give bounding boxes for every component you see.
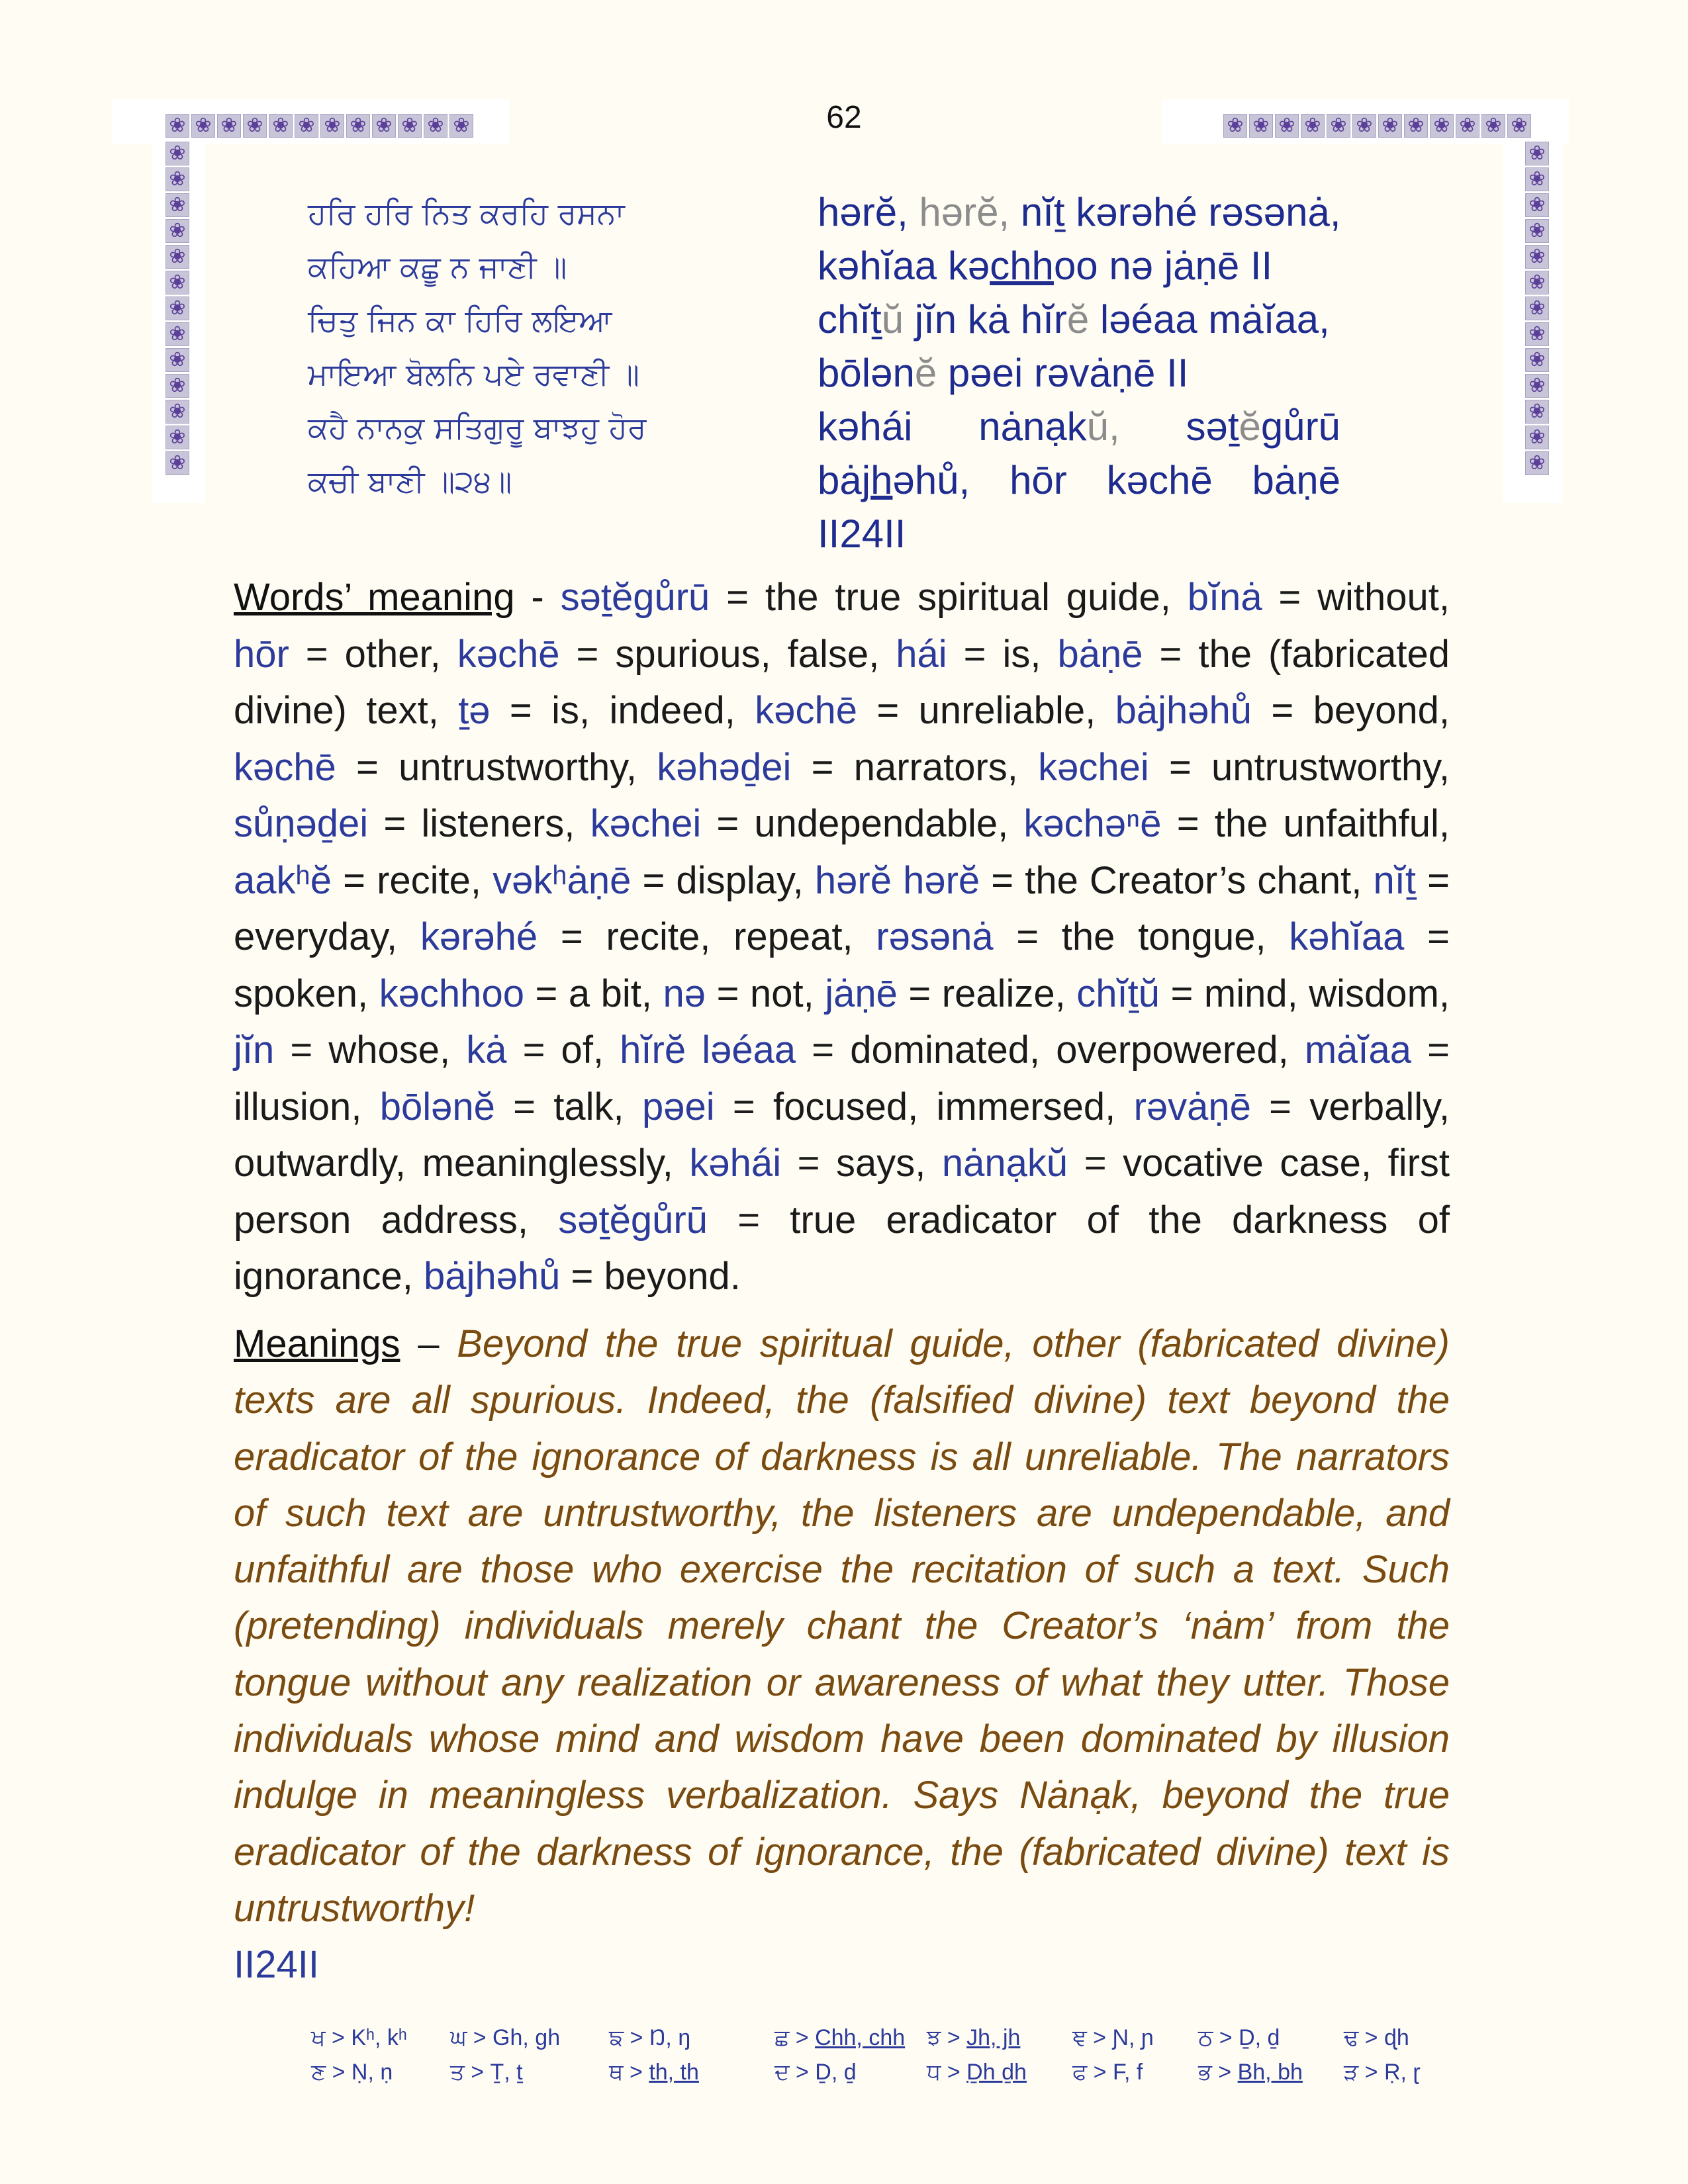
verse-gurmukhi (308, 187, 705, 508)
glossary-term: bōlənĕ (379, 1085, 495, 1128)
key-gurmukhi-letter: ਢ > (1344, 2025, 1384, 2050)
key-roman-value: ɖh (1383, 2025, 1409, 2050)
key-roman-value: Ṛ, ɽ (1383, 2060, 1421, 2085)
glossary-term: bȧjhəhů (423, 1255, 561, 1298)
gurmukhi-line: ਕਹਿਆ ਕਛੂ ਨ ਜਾਣੀ ॥ (308, 249, 567, 285)
key-entry (609, 2025, 690, 2051)
ornament-flower-icon: ❀ (346, 114, 370, 138)
glossary-definition: = narrators, (791, 745, 1039, 789)
glossary-term: vəkʰȧṇē (492, 858, 632, 902)
ornament-flower-icon: ❀ (1404, 114, 1428, 138)
key-entry (311, 2060, 393, 2085)
glossary-definition: = the tongue, (993, 915, 1289, 958)
glossary-term: aakʰĕ (234, 858, 332, 902)
glossary-term: kəhəḏei (657, 745, 792, 789)
meanings-paragraph (234, 1316, 1450, 1993)
gurmukhi-line: ਹਰਿ ਹਰਿ ਨਿਤ ਕਰਹਿ ਰਸਨਾ (308, 195, 625, 231)
ornament-flower-icon: ❀ (243, 114, 267, 138)
ornament-flower-icon: ❀ (449, 114, 473, 138)
roman-line-7: II24II (818, 512, 906, 556)
glossary-definition: = beyond. (560, 1255, 741, 1298)
key-gurmukhi-letter: ਫ > (1072, 2060, 1113, 2085)
ornament-border-left (165, 142, 189, 475)
ornament-flower-icon: ❀ (165, 322, 189, 346)
glossary-term: rəvȧṇē (1133, 1085, 1251, 1128)
key-roman-value: Ḏ, ḏ (1239, 2025, 1280, 2050)
key-gurmukhi-letter: ਛ > (774, 2025, 816, 2050)
key-gurmukhi-letter: ਭ > (1198, 2060, 1238, 2085)
glossary-definition: = recite, (332, 858, 493, 902)
ornament-flower-icon: ❀ (165, 348, 189, 372)
gurmukhi-line: ਕਹੈ ਨਾਨਕੁ ਸਤਿਗੁਰੂ ਬਾਝਹੁ ਹੋਰ (308, 410, 647, 445)
ornament-flower-icon: ❀ (1327, 114, 1350, 138)
ornament-flower-icon: ❀ (165, 142, 189, 165)
key-entry (1072, 2025, 1154, 2051)
ornament-flower-icon: ❀ (191, 114, 215, 138)
key-roman-value: Chh, chh (815, 2025, 906, 2050)
ornament-flower-icon: ❀ (1525, 193, 1549, 217)
key-entry (450, 2060, 523, 2085)
glossary-definition: = of, (506, 1028, 620, 1071)
glossary-definition: = untrustworthy, (1149, 745, 1450, 789)
ornament-flower-icon: ❀ (1525, 142, 1549, 165)
gurmukhi-line: ਮਾਇਆ ਬੋਲਨਿ ਪਏ ਰਵਾਣੀ ॥ (308, 356, 639, 392)
ornament-flower-icon: ❀ (1223, 114, 1247, 138)
roman-line-5: kəhái nȧnạkŭ, səṯĕgůrū (818, 404, 1341, 449)
glossary-term: bȧjhəhů (1115, 689, 1252, 732)
roman-line-6: bȧjhəhů, hōr kəchē bȧṇē (818, 458, 1341, 502)
glossary-term: chĭṯŭ (1076, 972, 1160, 1015)
ornament-flower-icon: ❀ (1507, 114, 1531, 138)
ornament-border-top-left (165, 114, 473, 138)
glossary-term: rəsənȧ (876, 915, 994, 958)
glossary-term: kəchei (1038, 745, 1149, 789)
glossary-term: səṯĕgůrū (560, 576, 710, 619)
roman-line-4: bōlənĕ pəei rəvȧṇē II (818, 351, 1189, 395)
key-entry (1072, 2060, 1143, 2085)
key-roman-value: Gh, gh (492, 2025, 561, 2050)
ornament-flower-icon: ❀ (165, 219, 189, 243)
key-gurmukhi-letter: ਝ > (927, 2025, 967, 2050)
glossary-definition: = everyday, (234, 858, 1450, 958)
ornament-flower-icon: ❀ (1525, 374, 1549, 398)
ornament-flower-icon: ❀ (165, 114, 189, 138)
ornament-flower-icon: ❀ (165, 193, 189, 217)
gurmukhi-line: ਕਚੀ ਬਾਣੀ ॥੨੪॥ (308, 463, 512, 499)
key-roman-value: Ɲ, ɲ (1112, 2025, 1154, 2050)
key-entry (609, 2060, 699, 2085)
glossary-term: pəei (641, 1085, 715, 1128)
glossary-term: kȧ (466, 1028, 507, 1071)
glossary-term: kəchhoo (379, 972, 524, 1015)
ornament-flower-icon: ❀ (165, 245, 189, 269)
key-roman-value: Ḏ, ḏ (815, 2060, 857, 2085)
glossary-definition: = display, (631, 858, 815, 902)
glossary-term: hərĕ hərĕ (814, 858, 980, 902)
glossary-term: jȧṇē (825, 972, 898, 1015)
gurmukhi-line: ਚਿਤੁ ਜਿਨ ਕਾ ਹਿਰਿ ਲਇਆ (308, 302, 612, 338)
glossary-term: kəhái (689, 1142, 782, 1185)
glossary-definition: = whose, (274, 1028, 467, 1071)
ornament-flower-icon: ❀ (1301, 114, 1325, 138)
key-gurmukhi-letter: ਘ > (450, 2025, 493, 2050)
key-entry (774, 2060, 857, 2085)
ornament-flower-icon: ❀ (1525, 451, 1549, 475)
key-entry (774, 2025, 905, 2051)
glossary-definition: = the unfaithful, (1161, 802, 1450, 845)
ornament-border-right (1525, 142, 1549, 475)
key-entry (927, 2025, 1020, 2051)
ornament-flower-icon: ❀ (1481, 114, 1505, 138)
glossary-definition: = beyond, (1252, 689, 1450, 732)
glossary-definition: = untrustworthy, (336, 745, 657, 789)
ornament-flower-icon: ❀ (1430, 114, 1454, 138)
verse-transliteration (818, 185, 1340, 561)
key-gurmukhi-letter: ਤ > (450, 2060, 491, 2085)
glossary-term: kəchē (234, 745, 336, 789)
roman-line-3: chĭṯŭ jĭn kȧ hĭrĕ ləéaa mȧĭaa, (818, 297, 1330, 341)
key-gurmukhi-letter: ਖ > (311, 2025, 352, 2050)
key-entry (450, 2025, 560, 2051)
glossary-term: kəhĭaa (1289, 915, 1405, 958)
glossary-term: nə (663, 972, 706, 1015)
glossary-definition: = not, (706, 972, 825, 1015)
ornament-flower-icon: ❀ (295, 114, 318, 138)
key-gurmukhi-letter: ਥ > (609, 2060, 649, 2085)
glossary-term: səṯĕgůrū (558, 1198, 708, 1242)
ornament-flower-icon: ❀ (217, 114, 241, 138)
glossary-term: kəchē (457, 632, 560, 676)
ornament-flower-icon: ❀ (269, 114, 293, 138)
verse-end-mark: II24II (234, 1943, 319, 1987)
key-entry (311, 2025, 407, 2051)
glossary-definition: = spurious, false, (559, 632, 896, 676)
meanings-text: Beyond the true spiritual guide, other (fabricated divine) texts are all spurious. Indeed, the (falsified divine) text beyond the eradicator of the ignorance of darkness is all unreliable. The narrators of such text are untrustworthy, the listeners are undependable, and unfaithful are those who exercise the recitation of such a text. Such (pretending) individuals merely chant the Creator’s ‘nȧm’ from the tongue without any realization or awareness of what they utter. Those individuals whose mind and wisdom have been dominated by illusion indulge in meaningless verbalization. Says Nȧnạk, beyond the true eradicator of the darkness of ignorance, the (fabricated divine) text is untrustworthy! (234, 1322, 1450, 1930)
key-gurmukhi-letter: ਧ > (927, 2060, 967, 2085)
key-gurmukhi-letter: ੜ > (1344, 2060, 1384, 2085)
glossary-term: kərəhé (420, 915, 538, 958)
ornament-flower-icon: ❀ (1525, 271, 1549, 295)
ornament-flower-icon: ❀ (1525, 296, 1549, 320)
page-number: 62 (826, 100, 862, 135)
glossary-definition: = realize, (897, 972, 1077, 1015)
glossary-definition: = unreliable, (857, 689, 1115, 732)
glossary-definition: = vocative case, first person address, (234, 1142, 1450, 1242)
transliteration-key (311, 2025, 1450, 2098)
key-gurmukhi-letter: ਞ > (1072, 2025, 1113, 2050)
key-roman-value: Ḏh ḏh (966, 2060, 1027, 2085)
meanings-dash: – (400, 1322, 457, 1365)
ornament-flower-icon: ❀ (165, 271, 189, 295)
glossary-definition: = spoken, (234, 915, 1450, 1015)
glossary-definition: = undependable, (701, 802, 1024, 845)
ornament-flower-icon: ❀ (1275, 114, 1299, 138)
glossary-term: sůṇəḏei (234, 802, 369, 845)
glossary-term: kəchei (590, 802, 702, 845)
glossary-definition: = the true spiritual guide, (710, 576, 1188, 619)
glossary-definition: = the (fabricated divine) text, (234, 632, 1450, 732)
key-roman-value: Ŋ, ŋ (649, 2025, 691, 2050)
ornament-flower-icon: ❀ (398, 114, 422, 138)
glossary-definition: = verbally, outwardly, meaninglessly, (234, 1085, 1450, 1185)
words-meaning-label: Words’ meaning (234, 576, 515, 619)
key-roman-value: Jh, jh (966, 2025, 1021, 2050)
glossary-definition: = is, indeed, (490, 689, 755, 732)
glossary-definition: = is, (947, 632, 1058, 676)
key-gurmukhi-letter: ਦ > (774, 2060, 816, 2085)
ornament-flower-icon: ❀ (165, 296, 189, 320)
ornament-flower-icon: ❀ (1525, 245, 1549, 269)
key-entry (1344, 2060, 1421, 2085)
ornament-flower-icon: ❀ (1249, 114, 1273, 138)
key-roman-value: th, th (649, 2060, 699, 2085)
key-entry (1198, 2060, 1303, 2085)
glossary-term: kəchē (755, 689, 857, 732)
glossary-term: mȧĭaa (1304, 1028, 1412, 1071)
glossary-term: nĭṯ (1373, 858, 1417, 902)
ornament-flower-icon: ❀ (1378, 114, 1402, 138)
key-gurmukhi-letter: ਙ > (609, 2025, 649, 2050)
ornament-flower-icon: ❀ (1352, 114, 1376, 138)
glossary-definition: = the Creator’s chant, (980, 858, 1374, 902)
ornament-flower-icon: ❀ (1456, 114, 1479, 138)
ornament-flower-icon: ❀ (424, 114, 447, 138)
words-meaning-lead: - (514, 576, 561, 619)
glossary-term: hōr (234, 632, 289, 676)
ornament-flower-icon: ❀ (1525, 322, 1549, 346)
glossary-definition: = mind, wisdom, (1160, 972, 1450, 1015)
roman-line-1: hərĕ, hərĕ, nĭṯ kərəhé rəsənȧ, (818, 190, 1341, 234)
glossary-term: bȧṇē (1057, 632, 1143, 676)
ornament-flower-icon: ❀ (165, 374, 189, 398)
key-gurmukhi-letter: ਣ > (311, 2060, 352, 2085)
ornament-border-top-right (1223, 114, 1531, 138)
glossary-definition: = true eradicator of the darkness of ignorance, (234, 1198, 1450, 1298)
glossary-definition: = a bit, (524, 972, 663, 1015)
glossary-definition: = listeners, (368, 802, 590, 845)
glossary-term: kəchəⁿē (1023, 802, 1162, 845)
key-roman-value: F, f (1112, 2060, 1143, 2085)
glossary-term: nȧnạkŭ (941, 1142, 1068, 1185)
glossary-entries (234, 576, 1450, 1298)
ornament-flower-icon: ❀ (1525, 400, 1549, 424)
glossary-term: jĭn (234, 1028, 275, 1071)
glossary-definition: = says, (781, 1142, 942, 1185)
ornament-flower-icon: ❀ (320, 114, 344, 138)
ornament-flower-icon: ❀ (1525, 219, 1549, 243)
ornament-flower-icon: ❀ (372, 114, 396, 138)
meanings-label: Meanings (234, 1322, 400, 1365)
key-entry (927, 2060, 1027, 2085)
glossary-definition: = focused, immersed, (714, 1085, 1134, 1128)
words-meaning-paragraph (234, 569, 1450, 1305)
key-roman-value: Ṇ, ṇ (351, 2060, 393, 2085)
ornament-flower-icon: ❀ (165, 451, 189, 475)
key-entry (1344, 2025, 1409, 2051)
glossary-definition: = other, (289, 632, 457, 676)
ornament-flower-icon: ❀ (165, 167, 189, 191)
ornament-flower-icon: ❀ (165, 400, 189, 424)
glossary-term: hĭrĕ ləéaa (620, 1028, 796, 1071)
glossary-term: bĭnȧ (1187, 576, 1262, 619)
glossary-definition: = recite, repeat, (538, 915, 876, 958)
ornament-flower-icon: ❀ (1525, 348, 1549, 372)
ornament-flower-icon: ❀ (1525, 426, 1549, 449)
key-roman-value: Bh, bh (1237, 2060, 1303, 2085)
key-roman-value: Ṯ, ṯ (490, 2060, 523, 2085)
glossary-definition: = without, (1262, 576, 1450, 619)
ornament-flower-icon: ❀ (1525, 167, 1549, 191)
key-gurmukhi-letter: ਠ > (1198, 2025, 1239, 2050)
glossary-term: ṯə (458, 689, 491, 732)
ornament-flower-icon: ❀ (165, 426, 189, 449)
key-entry (1198, 2025, 1280, 2051)
glossary-definition: = dominated, overpowered, (796, 1028, 1305, 1071)
key-roman-value: Kʰ, kʰ (351, 2025, 407, 2050)
roman-line-2: kəhĭaa kəchhoo nə jȧṇē II (818, 244, 1273, 288)
glossary-term: hái (896, 632, 947, 676)
glossary-definition: = illusion, (234, 1028, 1450, 1128)
glossary-definition: = talk, (494, 1085, 642, 1128)
